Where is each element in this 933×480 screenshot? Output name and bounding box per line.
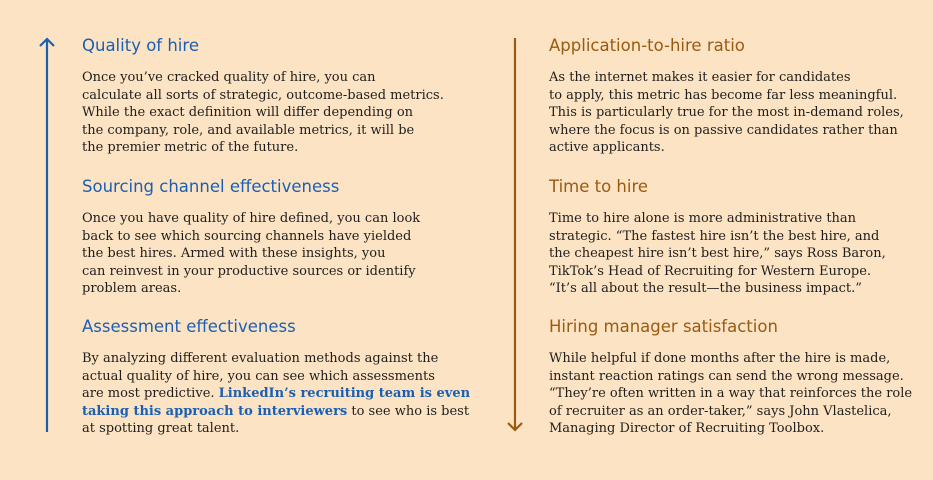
section-body bbox=[82, 350, 471, 438]
text-line: “It’s all about the result—the business impact.” bbox=[549, 281, 862, 297]
section-heading: Hiring manager satisfaction bbox=[549, 317, 778, 336]
section-sourcing-channel-effectiveness bbox=[82, 176, 462, 298]
section-body bbox=[82, 210, 462, 298]
section-assessment-effectiveness bbox=[82, 316, 471, 438]
text-line: This is particularly true for the most in-demand roles, bbox=[549, 105, 904, 121]
text-line: Once you have quality of hire defined, you can look bbox=[82, 211, 421, 226]
section-hiring-manager-satisfaction bbox=[549, 316, 913, 438]
section-application-to-hire-ratio bbox=[549, 35, 909, 157]
section-time-to-hire bbox=[549, 176, 909, 298]
linkedin-recruiting-link[interactable]: LinkedIn’s recruiting team is even bbox=[218, 386, 471, 402]
text-line: the best hires. Armed with these insights, you bbox=[82, 246, 386, 262]
section-body bbox=[549, 210, 909, 298]
section-body bbox=[549, 350, 913, 438]
text-line: to apply, this metric has become far less meaningful. bbox=[549, 87, 898, 103]
section-body bbox=[82, 69, 462, 157]
text-line: As the internet makes it easier for candidates bbox=[549, 70, 851, 85]
section-heading: Sourcing channel effectiveness bbox=[82, 177, 340, 196]
text-line: at spotting great talent. bbox=[82, 421, 240, 437]
text-fragment: are most predictive. bbox=[82, 386, 219, 402]
text-line: Once you’ve cracked quality of hire, you can bbox=[82, 70, 376, 85]
text-line: the cheapest hire isn’t best hire,” says Ross Baron, bbox=[549, 246, 886, 262]
text-line bbox=[82, 385, 471, 403]
text-line: While helpful if done months after the hire is made, bbox=[549, 351, 891, 366]
text-line: By analyzing different evaluation methods against the bbox=[82, 351, 439, 366]
text-line: TikTok’s Head of Recruiting for Western Europe. bbox=[549, 263, 872, 279]
section-heading: Time to hire bbox=[549, 177, 649, 196]
arrow-down-icon bbox=[505, 36, 525, 434]
text-line: the company, role, and available metrics, it will be bbox=[82, 122, 415, 138]
text-line: the premier metric of the future. bbox=[82, 140, 299, 156]
section-body bbox=[549, 69, 909, 157]
arrow-up-icon bbox=[37, 36, 57, 434]
section-quality-of-hire bbox=[82, 35, 462, 157]
section-heading: Application-to-hire ratio bbox=[549, 36, 745, 55]
text-line bbox=[82, 403, 470, 421]
text-line: calculate all sorts of strategic, outcome-based metrics. bbox=[82, 87, 444, 103]
text-line: active applicants. bbox=[549, 140, 665, 156]
text-line: strategic. “The fastest hire isn’t the best hire, and bbox=[549, 228, 880, 244]
section-heading: Quality of hire bbox=[82, 36, 199, 55]
linkedin-recruiting-link-continued[interactable]: taking this approach to interviewers bbox=[82, 403, 348, 419]
text-line: actual quality of hire, you can see which assessments bbox=[82, 368, 435, 384]
text-line: “They’re often written in a way that reinforces the role bbox=[549, 386, 913, 402]
text-line: where the focus is on passive candidates rather than bbox=[549, 122, 898, 138]
text-line: instant reaction ratings can send the wrong message. bbox=[549, 368, 904, 384]
text-line: can reinvest in your productive sources or identify bbox=[82, 263, 416, 279]
text-line: While the exact definition will differ depending on bbox=[82, 105, 414, 121]
text-line: of recruiter as an order-taker,” says John Vlastelica, bbox=[549, 403, 892, 419]
text-line: problem areas. bbox=[82, 281, 182, 297]
section-heading: Assessment effectiveness bbox=[82, 317, 296, 336]
text-line: Managing Director of Recruiting Toolbox. bbox=[549, 421, 825, 437]
text-fragment: to see who is best bbox=[347, 403, 470, 419]
text-line: Time to hire alone is more administrative than bbox=[549, 211, 857, 226]
text-line: back to see which sourcing channels have yielded bbox=[82, 228, 412, 244]
